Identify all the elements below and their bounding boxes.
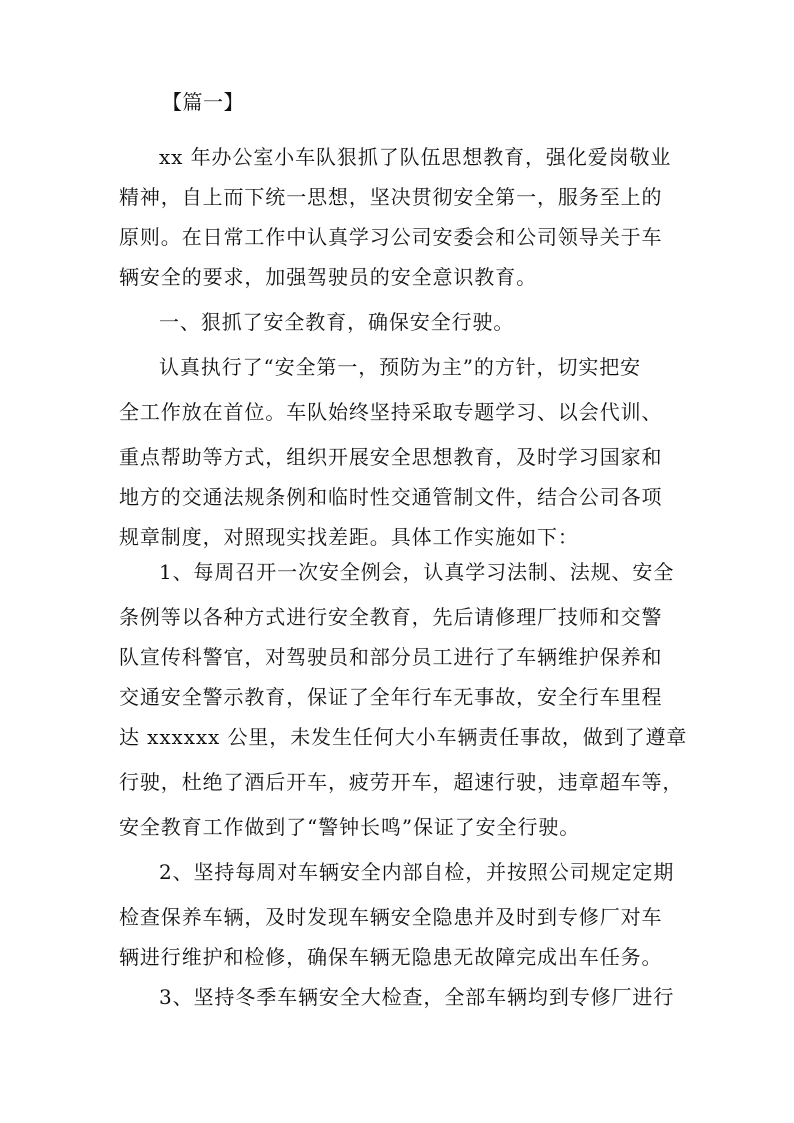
paragraph-line: 队宣传科警官，对驾驶员和部分员工进行了车辆维护保养和	[119, 645, 663, 669]
paragraph-line: 辆进行维护和检修，确保车辆无隐患无故障完成出车任务。	[119, 945, 663, 969]
paragraph-line: 检查保养车辆，及时发现车辆安全隐患并及时到专修厂对车	[119, 905, 663, 929]
subheading-line: 一、狠抓了安全教育，确保安全行驶。	[159, 310, 515, 334]
paragraph-line: 地方的交通法规条例和临时性交通管制文件，结合公司各项	[119, 485, 663, 509]
section-heading: 【篇一】	[162, 90, 244, 114]
paragraph-line: 条例等以各种方式进行安全教育，先后请修理厂技师和交警	[119, 605, 663, 629]
paragraph-line: 安全教育工作做到了“警钟长鸣”保证了安全行驶。	[119, 815, 581, 839]
paragraph-line: 原则。在日常工作中认真学习公司安委会和公司领导关于车	[119, 225, 663, 249]
paragraph-line: xx 年办公室小车队狠抓了队伍思想教育，强化爱岗敬业	[159, 145, 672, 169]
paragraph-line: 交通安全警示教育，保证了全年行车无事故，安全行车里程	[119, 685, 663, 709]
paragraph-line: 重点帮助等方式，组织开展安全思想教育，及时学习国家和	[119, 445, 663, 469]
paragraph-line: 全工作放在首位。车队始终坚持采取专题学习、以会代训、	[119, 400, 663, 424]
paragraph-line: 规章制度，对照现实找差距。具体工作实施如下：	[119, 525, 579, 549]
paragraph-line: 辆安全的要求，加强驾驶员的安全意识教育。	[119, 265, 537, 289]
paragraph-line: 认真执行了“安全第一，预防为主”的方针，切实把安	[159, 355, 642, 379]
paragraph-line: 1、每周召开一次安全例会，认真学习法制、法规、安全	[159, 560, 675, 584]
paragraph-line: 行驶，杜绝了酒后开车，疲劳开车，超速行驶，违章超车等，	[119, 770, 684, 794]
paragraph-line: 2、坚持每周对车辆安全内部自检，并按照公司规定定期	[159, 860, 675, 884]
paragraph-line: 3、坚持冬季车辆安全大检查，全部车辆均到专修厂进行	[159, 985, 675, 1009]
paragraph-line: 精神，自上而下统一思想，坚决贯彻安全第一，服务至上的	[119, 185, 663, 209]
paragraph-line: 达 xxxxxx 公里，未发生任何大小车辆责任事故，做到了遵章	[119, 725, 688, 749]
